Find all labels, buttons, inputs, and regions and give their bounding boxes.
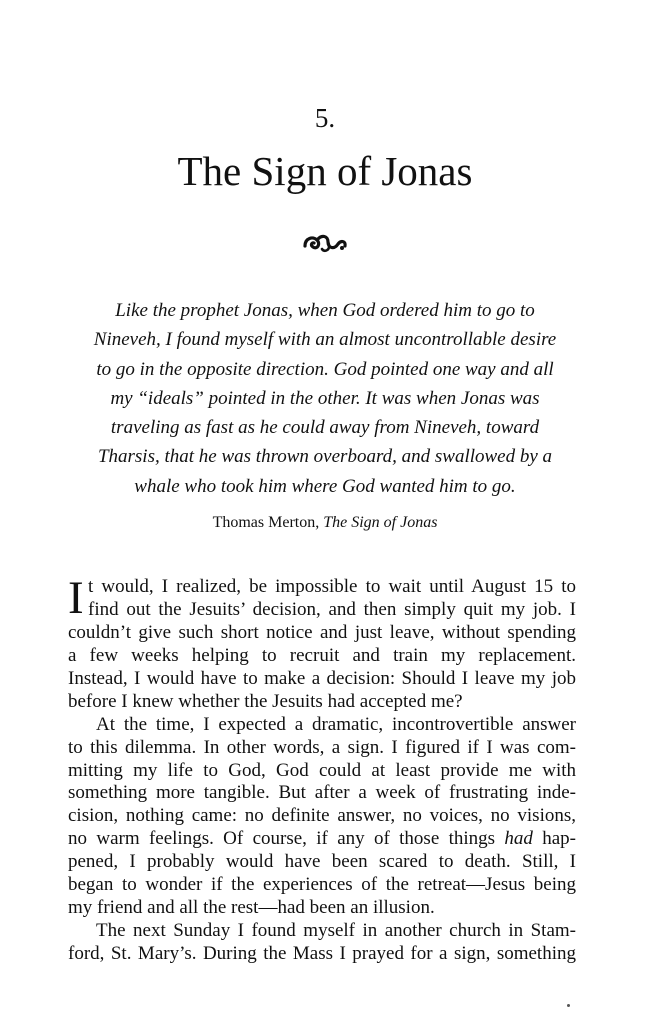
epigraph-line: Tharsis, that he was thrown overboard, and swallowed by a [97,446,553,468]
line-text: no warm feelings. Of course, if any of those things [68,828,496,850]
paragraph-line: t would, I realized, be impossible to wait until August 15 to [88,576,576,597]
fleuron-icon [302,232,348,254]
paragraph-line: a few weeks helping to recruit and train my replacement. [68,644,576,666]
page-speck [567,1004,570,1007]
paragraph-line: before I knew whether the Jesuits had accepted me? [68,690,463,712]
drop-cap: I [68,572,84,624]
paragraph-line: Instead, I would have to make a decision: Should I leave my job [68,667,576,689]
paragraph-line: At the time, I expected a dramatic, incontrovertible answer [96,713,576,735]
body-text [68,572,576,966]
epigraph-line: whale who took him where God wanted him to go. [134,475,516,497]
paragraph-line: ford, St. Mary’s. During the Mass I prayed for a sign, something [68,943,576,964]
epigraph [60,296,590,501]
paragraph-line: my friend and all the rest—had been an illusion. [68,897,435,919]
attribution-book-title: The Sign of Jonas [323,514,438,531]
paragraph-line: couldn’t give such short notice and just leave, without spending [68,621,576,643]
chapter-number: 5. [314,103,336,133]
epigraph-attribution [0,512,650,534]
emphasized-word: had [504,828,533,850]
paragraph-line [68,828,576,851]
paragraph-line: cision, nothing came: no definite answer, no voices, no visions, [68,805,576,827]
line-text: hap- [542,828,576,850]
paragraph-line: to this dilemma. In other words, a sign. I figured if I was com- [68,736,576,758]
attribution-author: Thomas Merton, [212,514,320,531]
paragraph-line: mitting my life to God, God could at least provide me with [68,759,576,781]
epigraph-line: to go in the opposite direction. God pointed one way and all [96,358,554,380]
paragraph-line: pened, I probably would have been scared to death. Still, I [68,851,576,873]
epigraph-line: traveling as fast as he could away from Nineveh, toward [110,417,540,439]
epigraph-line: my “ideals” pointed in the other. It was when Jonas was [110,387,540,409]
paragraph-line: The next Sunday I found myself in another church in Stam- [96,920,576,942]
paragraph-line: began to wonder if the experiences of the retreat—Jesus being [68,874,576,896]
paragraph-line: something more tangible. But after a week of frustrating inde- [68,782,576,804]
paragraph-line: find out the Jesuits’ decision, and then simply quit my job. I [88,598,576,620]
epigraph-line: Nineveh, I found myself with an almost uncontrollable desire [93,329,557,351]
chapter-title: The Sign of Jonas [177,148,473,194]
epigraph-line: Like the prophet Jonas, when God ordered him to go to [115,300,535,321]
